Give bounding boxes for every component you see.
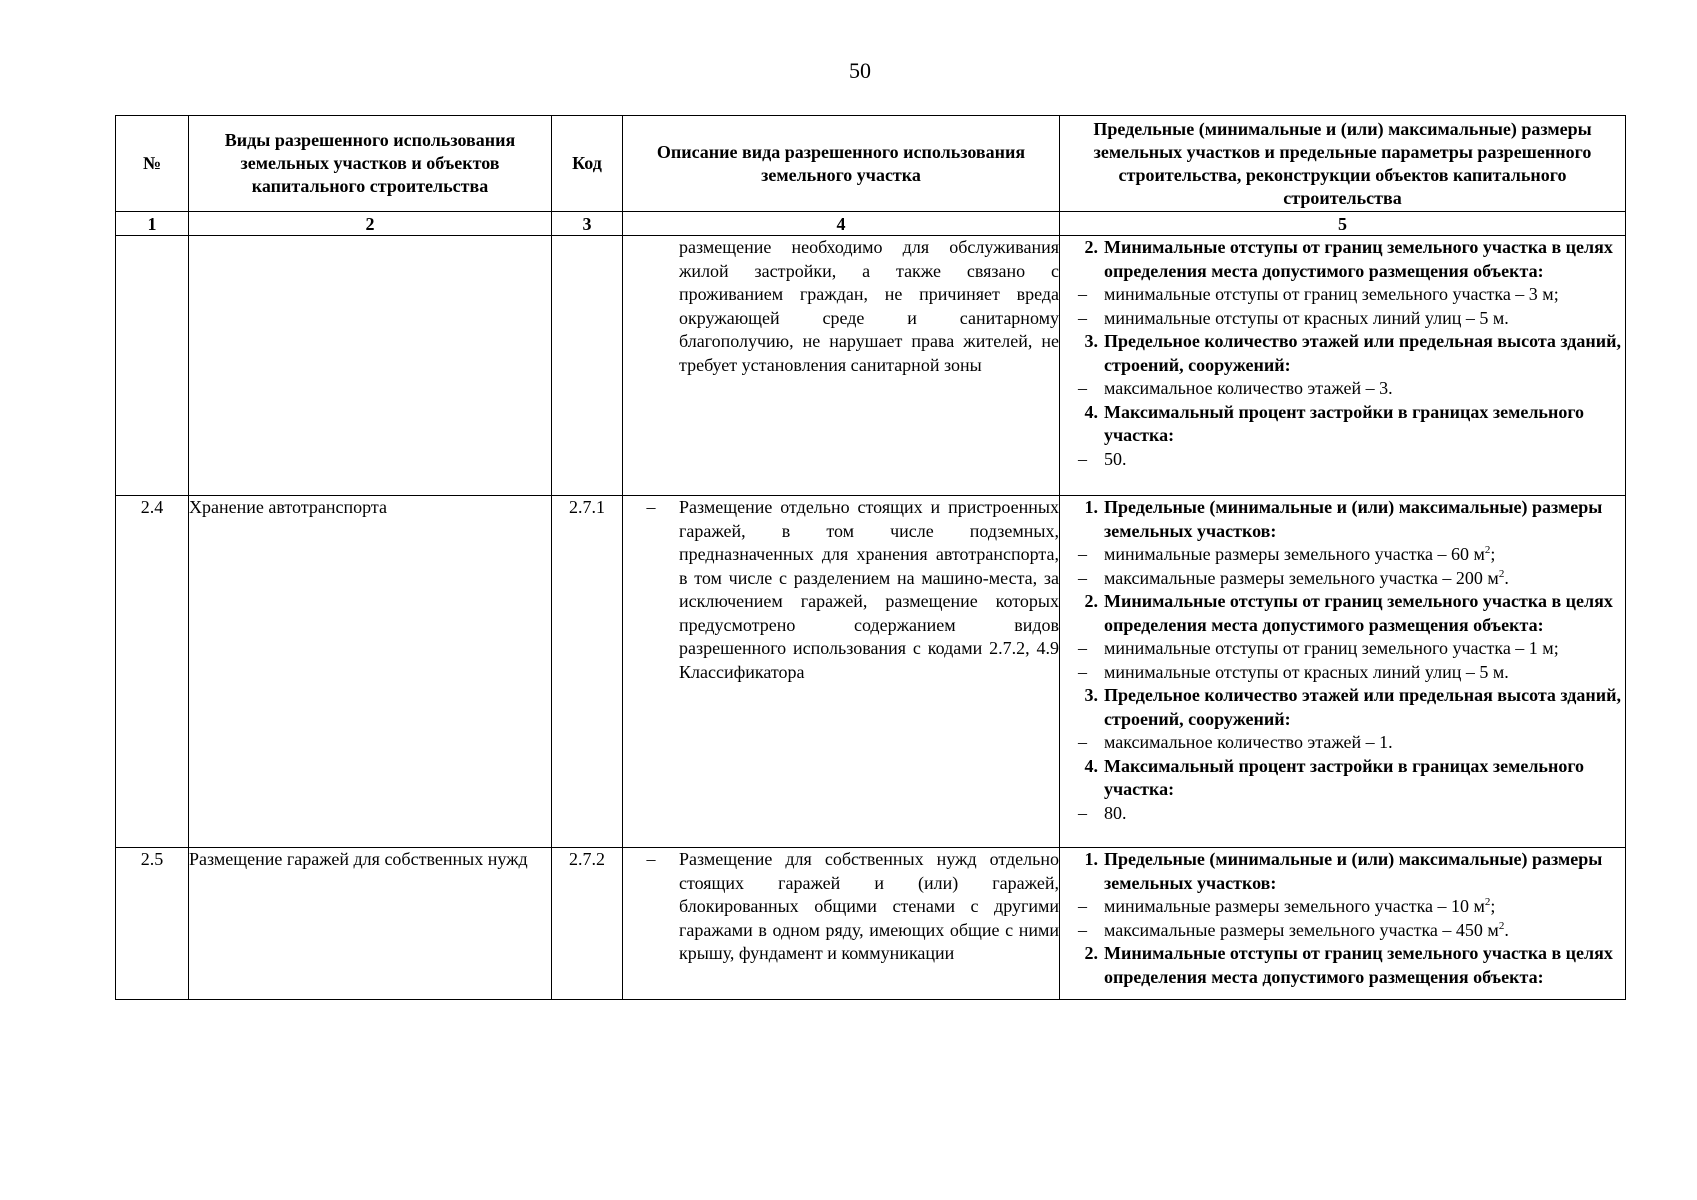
parameter-value: Предельное количество этажей или предельная высота зданий, строений, сооружений: bbox=[1104, 685, 1622, 729]
punctuation: . bbox=[1504, 567, 1509, 588]
list-number: 1. bbox=[1084, 497, 1098, 517]
list-number: 2. bbox=[1084, 237, 1098, 257]
parameter-value: Максимальный процент застройки в границах земельного участка: bbox=[1104, 401, 1585, 445]
parameter-text bbox=[1104, 942, 1625, 989]
list-dash: – bbox=[1078, 802, 1087, 823]
parameter-value: минимальные размеры земельного участка – 60 м bbox=[1104, 544, 1485, 564]
use-description bbox=[623, 496, 1059, 684]
parameter-text bbox=[1104, 802, 1625, 826]
parameter-item bbox=[1060, 567, 1625, 591]
column-number-row bbox=[116, 212, 1626, 236]
superscript: 2 bbox=[1484, 544, 1491, 556]
description-text: размещение необходимо для обслуживания жилой застройки, а также связано с проживанием граждан, не причиняет вреда окружающей среде и санитарному благополучию, не нарушает права жителей, не требует установления санитарной зоны bbox=[679, 237, 1059, 375]
list-number: 2. bbox=[1084, 591, 1098, 611]
parameter-text bbox=[1104, 283, 1625, 307]
list-number: 4. bbox=[1084, 401, 1098, 422]
list-dash: – bbox=[1078, 544, 1087, 564]
header-use-type: Виды разрешенного использования земельных участков и объектов капитального строительства bbox=[189, 116, 552, 212]
parameter-value: максимальные размеры земельного участка – 200 м bbox=[1104, 567, 1499, 588]
parameter-value: 80. bbox=[1104, 802, 1127, 823]
list-dash: – bbox=[646, 497, 656, 517]
list-dash: – bbox=[1078, 284, 1087, 304]
parameter-text bbox=[1104, 684, 1625, 731]
header-row bbox=[116, 116, 1626, 212]
table-row bbox=[116, 496, 1626, 848]
parameter-text bbox=[1104, 496, 1625, 543]
header-description: Описание вида разрешенного использования земельного участка bbox=[623, 116, 1060, 212]
column-number: 4 bbox=[623, 212, 1060, 236]
use-description-cell bbox=[623, 236, 1060, 496]
list-dash: – bbox=[1078, 448, 1087, 469]
parameter-text bbox=[1104, 637, 1625, 661]
parameter-value: минимальные размеры земельного участка – 10 м bbox=[1104, 896, 1485, 916]
parameter-text bbox=[1104, 330, 1625, 377]
list-dash: – bbox=[1078, 896, 1087, 916]
use-code: 2.7.2 bbox=[552, 848, 623, 1000]
column-number: 3 bbox=[552, 212, 623, 236]
parameter-text bbox=[1104, 848, 1625, 895]
parameter-value: максимальные размеры земельного участка – 450 м bbox=[1104, 919, 1499, 940]
list-dash: – bbox=[1078, 919, 1087, 940]
parameter-text bbox=[1104, 919, 1625, 943]
parameter-text bbox=[1104, 236, 1625, 283]
parameter-text bbox=[1104, 448, 1625, 472]
land-use-table bbox=[115, 115, 1626, 1000]
parameter-item bbox=[1060, 661, 1625, 685]
parameters-cell bbox=[1060, 848, 1626, 1000]
list-dash: – bbox=[1078, 732, 1087, 752]
parameter-value: Минимальные отступы от границ земельного участка в целях определения места допустимого размещения объекта: bbox=[1104, 237, 1613, 281]
parameter-heading bbox=[1060, 684, 1625, 731]
page-number: 50 bbox=[849, 58, 871, 83]
parameter-text bbox=[1104, 895, 1625, 919]
list-number: 2. bbox=[1084, 943, 1098, 963]
use-type-name: Хранение автотранспорта bbox=[189, 496, 552, 848]
list-dash: – bbox=[1078, 567, 1087, 588]
parameter-item bbox=[1060, 731, 1625, 755]
use-type-name: Размещение гаражей для собственных нужд bbox=[189, 848, 552, 1000]
parameter-value: минимальные отступы от красных линий улиц – 5 м. bbox=[1104, 661, 1509, 682]
use-description-cell bbox=[623, 848, 1060, 1000]
superscript: 2 bbox=[1484, 896, 1491, 908]
use-description bbox=[623, 236, 1059, 377]
table-body bbox=[116, 236, 1626, 1000]
table-row bbox=[116, 848, 1626, 1000]
parameter-value: Предельное количество этажей или предельная высота зданий, строений, сооружений: bbox=[1104, 331, 1622, 375]
punctuation: ; bbox=[1490, 896, 1496, 916]
parameter-heading bbox=[1060, 848, 1625, 895]
superscript: 2 bbox=[1498, 919, 1505, 932]
parameter-text bbox=[1104, 567, 1625, 591]
parameter-text bbox=[1104, 590, 1625, 637]
superscript: 2 bbox=[1498, 567, 1505, 580]
parameters-cell bbox=[1060, 236, 1626, 496]
list-dash: – bbox=[1078, 638, 1087, 658]
parameter-value: Предельные (минимальные и (или) максимальные) размеры земельных участков: bbox=[1104, 497, 1603, 541]
parameter-text bbox=[1104, 401, 1625, 448]
parameter-value: максимальное количество этажей – 3. bbox=[1104, 378, 1393, 398]
parameter-value: Минимальные отступы от границ земельного участка в целях определения места допустимого размещения объекта: bbox=[1104, 943, 1613, 987]
header-number: № bbox=[116, 116, 189, 212]
parameter-text bbox=[1104, 377, 1625, 401]
parameter-heading bbox=[1060, 942, 1625, 989]
header-code: Код bbox=[552, 116, 623, 212]
parameter-item bbox=[1060, 283, 1625, 307]
parameter-heading bbox=[1060, 236, 1625, 283]
use-code: 2.7.1 bbox=[552, 496, 623, 848]
table-row bbox=[116, 236, 1626, 496]
use-description bbox=[623, 848, 1059, 966]
use-type-name bbox=[189, 236, 552, 496]
parameter-item bbox=[1060, 637, 1625, 661]
parameter-item bbox=[1060, 802, 1625, 826]
column-number: 5 bbox=[1060, 212, 1626, 236]
use-code bbox=[552, 236, 623, 496]
row-number: 2.5 bbox=[116, 848, 189, 1000]
header-parameters: Предельные (минимальные и (или) максимальные) размеры земельных участков и предельные параметры разрешенного строительства, реконструкции объектов капитального строительства bbox=[1060, 116, 1626, 212]
parameter-value: 50. bbox=[1104, 448, 1127, 469]
list-dash: – bbox=[1078, 378, 1087, 398]
parameter-value: максимальное количество этажей – 1. bbox=[1104, 732, 1393, 752]
parameter-value: минимальные отступы от границ земельного участка – 3 м; bbox=[1104, 284, 1559, 304]
parameter-heading bbox=[1060, 330, 1625, 377]
parameter-text bbox=[1104, 731, 1625, 755]
list-number: 3. bbox=[1084, 331, 1098, 351]
punctuation: . bbox=[1504, 919, 1509, 940]
parameters-cell bbox=[1060, 496, 1626, 848]
row-number bbox=[116, 236, 189, 496]
parameter-heading bbox=[1060, 401, 1625, 448]
parameter-heading bbox=[1060, 496, 1625, 543]
column-number: 2 bbox=[189, 212, 552, 236]
parameter-text bbox=[1104, 755, 1625, 802]
description-text: Размещение отдельно стоящих и пристроенных гаражей, в том числе подземных, предназначенных для хранения автотранспорта, в том числе с разделением на машино-места, за исключением гаражей, размещение которых предусмотрено содержанием видов разрешенного использования с кодами 2.7.2, 4.9 Классификатора bbox=[679, 497, 1059, 682]
parameter-item bbox=[1060, 307, 1625, 331]
parameter-value: Максимальный процент застройки в границах земельного участка: bbox=[1104, 755, 1585, 799]
description-text: Размещение для собственных нужд отдельно стоящих гаражей и (или) гаражей, блокированных общими стенами с другими гаражами в одном ряду, имеющих общие с ними крышу, фундамент и коммуникации bbox=[679, 849, 1059, 963]
parameter-item bbox=[1060, 895, 1625, 919]
column-number: 1 bbox=[116, 212, 189, 236]
parameter-item bbox=[1060, 448, 1625, 472]
row-number: 2.4 bbox=[116, 496, 189, 848]
parameter-text bbox=[1104, 307, 1625, 331]
list-number: 3. bbox=[1084, 685, 1098, 705]
parameter-text bbox=[1104, 661, 1625, 685]
parameter-item bbox=[1060, 919, 1625, 943]
parameter-value: минимальные отступы от красных линий улиц – 5 м. bbox=[1104, 307, 1509, 328]
parameter-heading bbox=[1060, 590, 1625, 637]
parameter-text bbox=[1104, 543, 1625, 567]
parameter-value: Предельные (минимальные и (или) максимальные) размеры земельных участков: bbox=[1104, 849, 1603, 893]
use-description-cell bbox=[623, 496, 1060, 848]
parameter-item bbox=[1060, 377, 1625, 401]
parameter-value: минимальные отступы от границ земельного участка – 1 м; bbox=[1104, 638, 1559, 658]
punctuation: ; bbox=[1490, 544, 1496, 564]
parameter-value: Минимальные отступы от границ земельного участка в целях определения места допустимого размещения объекта: bbox=[1104, 591, 1613, 635]
parameter-heading bbox=[1060, 755, 1625, 802]
list-number: 4. bbox=[1084, 755, 1098, 776]
list-dash: – bbox=[1078, 661, 1087, 682]
list-dash: – bbox=[1078, 307, 1087, 328]
list-dash: – bbox=[646, 849, 656, 869]
parameter-item bbox=[1060, 543, 1625, 567]
list-number: 1. bbox=[1084, 849, 1098, 869]
